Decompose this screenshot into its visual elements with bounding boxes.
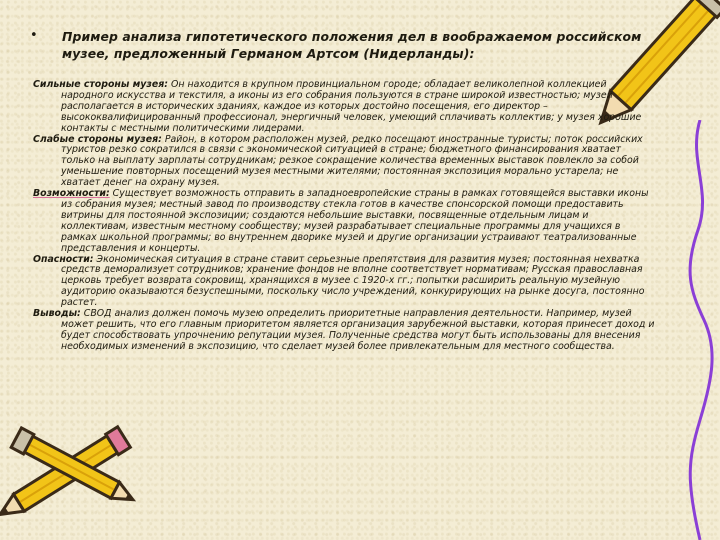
slide-title: Пример анализа гипотетического положения дел в воображаемом российском музее, предложенный Германом Артсом (Нидерланды):	[62, 29, 642, 61]
section-label: Выводы:	[33, 308, 81, 320]
section-text: Существует возможность отправить в западноевропейские страны в рамках готовящейся выставки иконы из собрания музея; местный завод по производству стекла готов в качестве спонсорской помощи предоставить витрины для постоянной экспозиции; создаются небольшие выставки, посвященные отдельным лицам и коллективам, известным местному сообществу; музей разрабатывает специальные программы для учащихся в рамках школьной программы; во внутреннем дворике музей и другие организации устраивают театрализованные представления и концерты.	[61, 188, 649, 254]
section-opportunities	[33, 189, 658, 254]
section-conclusions	[33, 309, 658, 353]
section-strengths	[33, 80, 658, 135]
section-text: СВОД анализ должен помочь музею определить приоритетные направления деятельности. Например, музей может решить, что его главным приоритетом является организация зарубежной выставки, которая принесет доход и будет способствовать упрочнению репутации музея. Полученные средства могут быть использованы для внесения необходимых изменений в экспозицию, что сделает музей более привлекательным для местного сообщества.	[61, 308, 655, 352]
section-weaknesses	[33, 135, 658, 190]
crossed-pencils-icon	[0, 400, 150, 540]
section-text: Район, в котором расположен музей, редко посещают иностранные туристы; поток российских туристов резко сократился в связи с экономической ситуацией в стране; бюджетного финансирования хватает только на выплату зарплаты сотрудникам; резкое сокращение количества временных выставок повлекло за собой уменьшение повторных посещений музея местными жителями; постоянная экспозиция морально устарела; не хватает денег на охрану музея.	[61, 133, 643, 189]
section-threats	[33, 255, 658, 310]
section-label: Сильные стороны музея:	[33, 79, 168, 90]
section-text: Он находится в крупном провинциальном городе; обладает великолепной коллекцией народного искусства и текстиля, а иконы из его собрания пользуются в стране широкой известностью; музей располагается в исторических зданиях, каждое из которых достойно посещения, его директор – высококвалифицированный профессионал, энергичный человек, умеющий сплачивать коллектив; у музея хорошие контакты с местными политическими лидерами.	[61, 79, 642, 134]
section-label: Слабые стороны музея:	[33, 133, 162, 145]
section-label: Опасности:	[33, 253, 94, 265]
section-text: Экономическая ситуация в стране ставит серьезные препятствия для развития музея; постоянная нехватка средств деморализует сотрудников; хранение фондов не вполне соответствует нормативам; Русская православная церковь требует возврата сокровищ, хранящихся в музее с 1920-х гг.; попытки расширить реальную музейную аудиторию оказываются безуспешными, поскольку число учреждений, конкурирующих на рынке досуга, постоянно растет.	[61, 253, 645, 309]
bullet: •	[30, 28, 38, 43]
section-label: Возможности:	[33, 188, 110, 200]
analysis-body	[33, 80, 658, 353]
